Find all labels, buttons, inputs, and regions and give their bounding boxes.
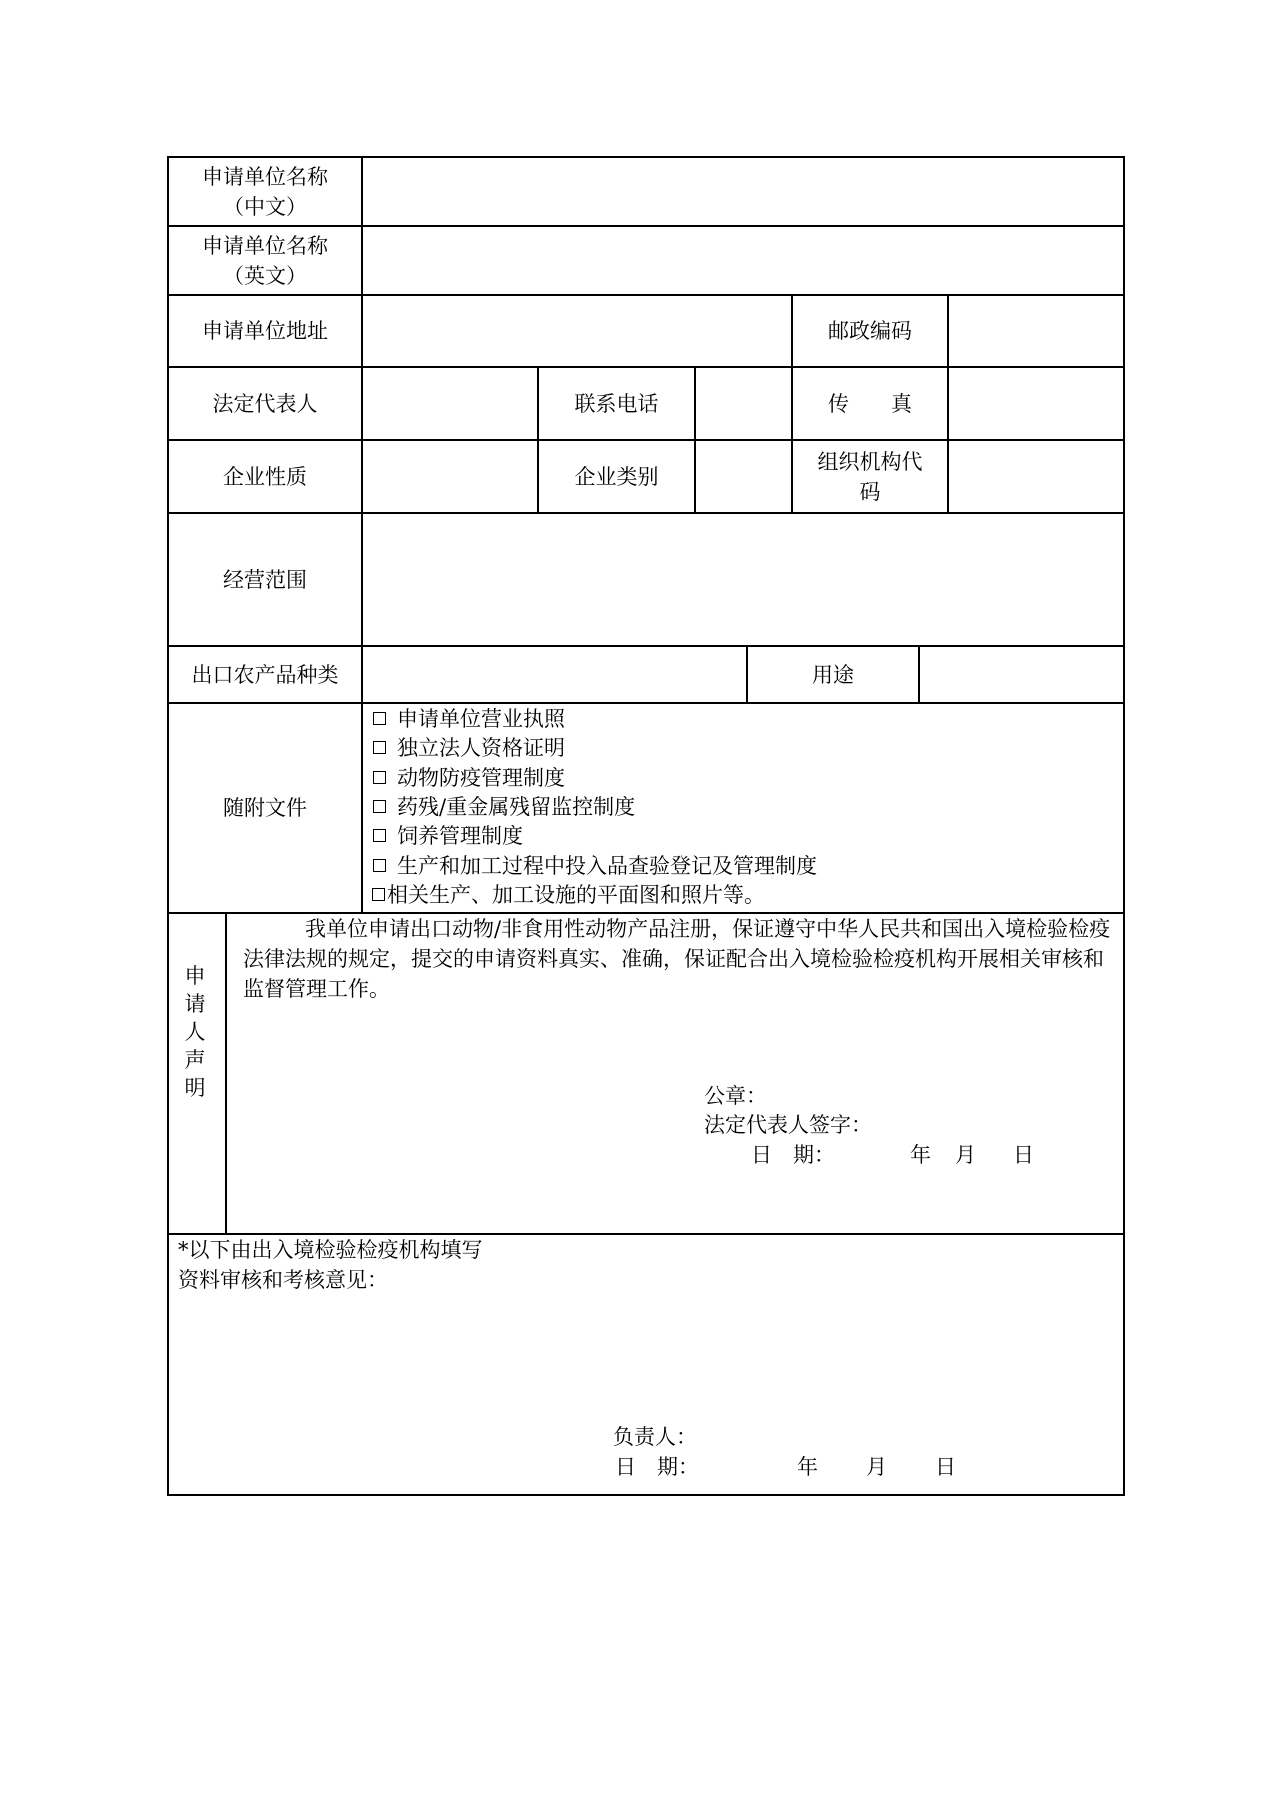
export-kind-label <box>169 647 361 702</box>
name-cn-label <box>169 158 361 225</box>
org-code-field[interactable] <box>949 441 1123 512</box>
checkbox-icon[interactable] <box>373 859 386 872</box>
declaration-date-label: 日 期： <box>751 1143 835 1167</box>
label-line: 组织机构代 <box>817 449 923 474</box>
postcode-field[interactable] <box>949 296 1123 366</box>
legal-rep-label <box>169 368 361 439</box>
attachment-label: 独立法人资格证明 <box>397 736 565 760</box>
declaration-year: 年 <box>910 1143 931 1167</box>
label-line: 申请单位地址 <box>202 319 328 343</box>
declaration-day: 日 <box>1013 1143 1034 1167</box>
seal-label: 公章： <box>704 1084 767 1108</box>
attachment-item[interactable] <box>373 822 523 851</box>
label-line: 法定代表人 <box>212 391 318 416</box>
scope-label <box>169 514 361 645</box>
postcode-label <box>793 296 947 366</box>
usage-label <box>748 647 918 702</box>
checkbox-icon[interactable] <box>373 741 386 754</box>
name-cn-field[interactable] <box>363 158 1123 225</box>
attachments-label <box>169 704 361 912</box>
side-char: 请 <box>184 992 206 1016</box>
label-line: 企业类别 <box>574 464 659 489</box>
checkbox-icon[interactable] <box>373 771 386 784</box>
checkbox-icon[interactable] <box>373 829 386 842</box>
scope-field[interactable] <box>363 514 1123 645</box>
review-person-label: 负责人： <box>613 1425 697 1449</box>
label-line: 申请单位名称 <box>202 233 328 258</box>
address-field[interactable] <box>363 296 791 366</box>
fax-label <box>793 368 947 439</box>
category-label <box>539 441 694 512</box>
declaration-label-divider <box>225 912 227 1234</box>
attachment-item[interactable] <box>373 764 565 793</box>
fax-field[interactable] <box>949 368 1123 439</box>
declaration-side-label <box>180 962 210 1102</box>
review-month: 月 <box>866 1455 887 1479</box>
attachment-label: 药残/重金属残留监控制度 <box>397 795 636 819</box>
review-note: *以下由出入境检验检疫机构填写 <box>178 1238 483 1262</box>
attachment-label: 相关生产、加工设施的平面图和照片等。 <box>387 883 765 907</box>
signature-label: 法定代表人签字： <box>704 1113 872 1137</box>
usage-field[interactable] <box>920 647 1123 702</box>
declaration-text: 我单位申请出口动物/非食用性动物产品注册，保证遵守中华人民共和国出入境检验检疫法律法规的规定，提交的申请资料真实、准确，保证配合出入境检验检疫机构开展相关审核和监督管理工作。 <box>243 917 1111 1001</box>
label-line: 传 真 <box>828 391 912 416</box>
phone-label <box>539 368 694 439</box>
label-line: （中文） <box>223 194 307 219</box>
phone-field[interactable] <box>696 368 791 439</box>
checkbox-icon[interactable] <box>372 888 385 901</box>
declaration-month: 月 <box>955 1143 976 1167</box>
org-code-label <box>793 441 947 512</box>
review-opinion-field[interactable] <box>169 1300 1123 1410</box>
side-char: 人 <box>184 1020 206 1044</box>
table-border-right <box>1123 156 1125 1496</box>
table-border-bottom <box>167 1494 1125 1496</box>
review-opinion-label: 资料审核和考核意见： <box>178 1268 388 1292</box>
attachment-item[interactable] <box>373 852 817 881</box>
attachment-label: 饲养管理制度 <box>397 824 523 848</box>
nature-label <box>169 441 361 512</box>
label-line: 企业性质 <box>223 464 307 489</box>
label-line: 用途 <box>812 662 854 687</box>
label-line: （英文） <box>223 263 307 288</box>
label-line: 码 <box>859 479 881 504</box>
attachment-item[interactable] <box>372 881 765 910</box>
nature-field[interactable] <box>363 441 537 512</box>
name-en-field[interactable] <box>363 227 1123 294</box>
review-date-label: 日 期： <box>615 1455 699 1479</box>
review-day: 日 <box>935 1455 956 1479</box>
name-en-label <box>169 227 361 294</box>
attachment-label: 申请单位营业执照 <box>397 707 565 731</box>
export-kind-field[interactable] <box>363 647 746 702</box>
review-year: 年 <box>797 1455 818 1479</box>
label-line: 邮政编码 <box>828 319 912 343</box>
checkbox-icon[interactable] <box>373 800 386 813</box>
label-line: 随附文件 <box>223 796 307 820</box>
category-field[interactable] <box>696 441 791 512</box>
label-line: 经营范围 <box>223 567 307 592</box>
label-line: 申请单位名称 <box>202 164 328 189</box>
side-char: 申 <box>184 964 206 988</box>
attachment-item[interactable] <box>373 705 565 734</box>
attachment-item[interactable] <box>373 793 635 822</box>
legal-rep-field[interactable] <box>363 368 537 439</box>
attachment-label: 生产和加工过程中投入品查验登记及管理制度 <box>397 854 817 878</box>
checkbox-icon[interactable] <box>373 712 386 725</box>
address-label <box>169 296 361 366</box>
label-line: 出口农产品种类 <box>191 662 339 687</box>
side-char: 声 <box>184 1048 206 1072</box>
side-char: 明 <box>184 1076 206 1100</box>
attachment-item[interactable] <box>373 734 565 763</box>
attachment-label: 动物防疫管理制度 <box>397 766 565 790</box>
label-line: 联系电话 <box>574 391 659 416</box>
